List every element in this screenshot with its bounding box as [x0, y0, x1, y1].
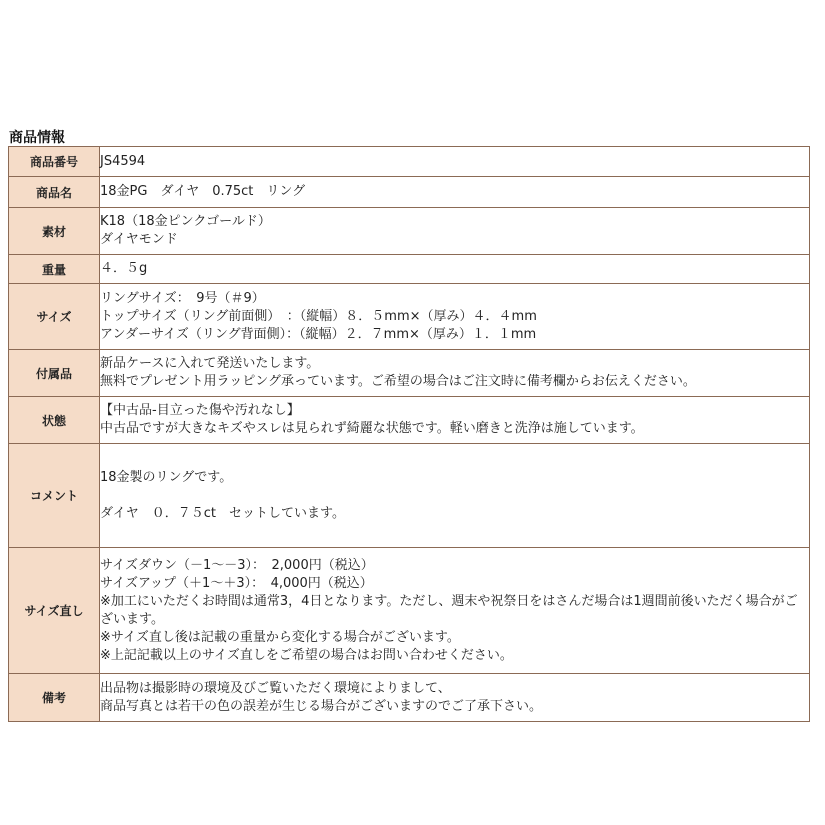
row-value — [100, 444, 810, 548]
value-line: アンダーサイズ（リング背面側）：（縦幅）２．７mm×（厚み）１．１mm — [100, 326, 537, 342]
value-line: トップサイズ（リング前面側） ：（縦幅）８．５mm×（厚み）４．４mm — [100, 308, 537, 324]
row-value — [100, 284, 810, 350]
value-line: 出品物は撮影時の環境及びご覧いただく環境によりまして、 — [100, 680, 451, 696]
value-line: 18金製のリングです。 — [100, 469, 233, 485]
row-label: 素材 — [9, 208, 100, 255]
row-label: 状態 — [9, 397, 100, 444]
value-line — [100, 523, 809, 541]
value-line: JS4594 — [100, 153, 146, 169]
value-line: 18金PG ダイヤ 0.75ct リング — [100, 184, 306, 199]
row-label: 商品番号 — [9, 147, 100, 177]
row-label: サイズ — [9, 284, 100, 350]
row-value — [100, 147, 810, 177]
value-line: 中古品ですが大きなキズやスレは見られず綺麗な状態です。軽い磨きと洗浄は施しています。 — [100, 421, 644, 436]
row-value — [100, 548, 810, 674]
row-condition — [9, 397, 810, 444]
value-line: ※上記記載以上のサイズ直しをご希望の場合はお問い合わせください。 — [100, 647, 513, 663]
value-line: リングサイズ： 9号（＃9） — [100, 290, 265, 306]
row-value — [100, 397, 810, 444]
row-remarks — [9, 674, 810, 722]
row-size-adjustment — [9, 548, 810, 674]
row-product-name — [9, 177, 810, 208]
value-line — [100, 487, 809, 505]
row-product-number — [9, 147, 810, 177]
value-line: 新品ケースに入れて発送いたします。 — [100, 356, 320, 371]
value-line: ※加工にいただくお時間は通常3，4日となります。ただし、週末や祝祭日をはさんだ場合は1週間前後いただく場合がございます。 — [100, 593, 798, 627]
value-line: サイズダウン（－1～－3）： 2,000円（税込） — [100, 557, 374, 573]
row-weight — [9, 255, 810, 284]
row-size — [9, 284, 810, 350]
value-line: K18（18金ピンクゴールド） — [100, 214, 271, 229]
row-comment — [9, 444, 810, 548]
value-line: サイズアップ（＋1～＋3）： 4,000円（税込） — [100, 575, 373, 591]
row-label: 商品名 — [9, 177, 100, 208]
section-title: 商品情報 — [9, 130, 65, 146]
value-line: ダイヤ ０．７５ct セットしています。 — [100, 505, 345, 521]
row-value — [100, 208, 810, 255]
row-label: 重量 — [9, 255, 100, 284]
row-label: 備考 — [9, 674, 100, 722]
product-info-table — [8, 146, 810, 722]
value-line: ダイヤモンド — [100, 232, 178, 247]
row-value — [100, 674, 810, 722]
row-material — [9, 208, 810, 255]
row-label: コメント — [9, 444, 100, 548]
row-value — [100, 177, 810, 208]
value-line: 【中古品-目立った傷や汚れなし】 — [100, 403, 300, 418]
row-accessories — [9, 350, 810, 397]
row-value — [100, 350, 810, 397]
value-line: 商品写真とは若干の色の誤差が生じる場合がございますのでご了承下さい。 — [100, 698, 543, 714]
value-line: ※サイズ直し後は記載の重量から変化する場合がございます。 — [100, 629, 460, 645]
row-label: 付属品 — [9, 350, 100, 397]
row-label: サイズ直し — [9, 548, 100, 674]
value-line: ４．５g — [100, 261, 148, 276]
value-line — [100, 451, 809, 469]
value-line: 無料でプレゼント用ラッピング承っています。ご希望の場合はご注文時に備考欄からお伝えください。 — [100, 374, 696, 389]
row-value — [100, 255, 810, 284]
